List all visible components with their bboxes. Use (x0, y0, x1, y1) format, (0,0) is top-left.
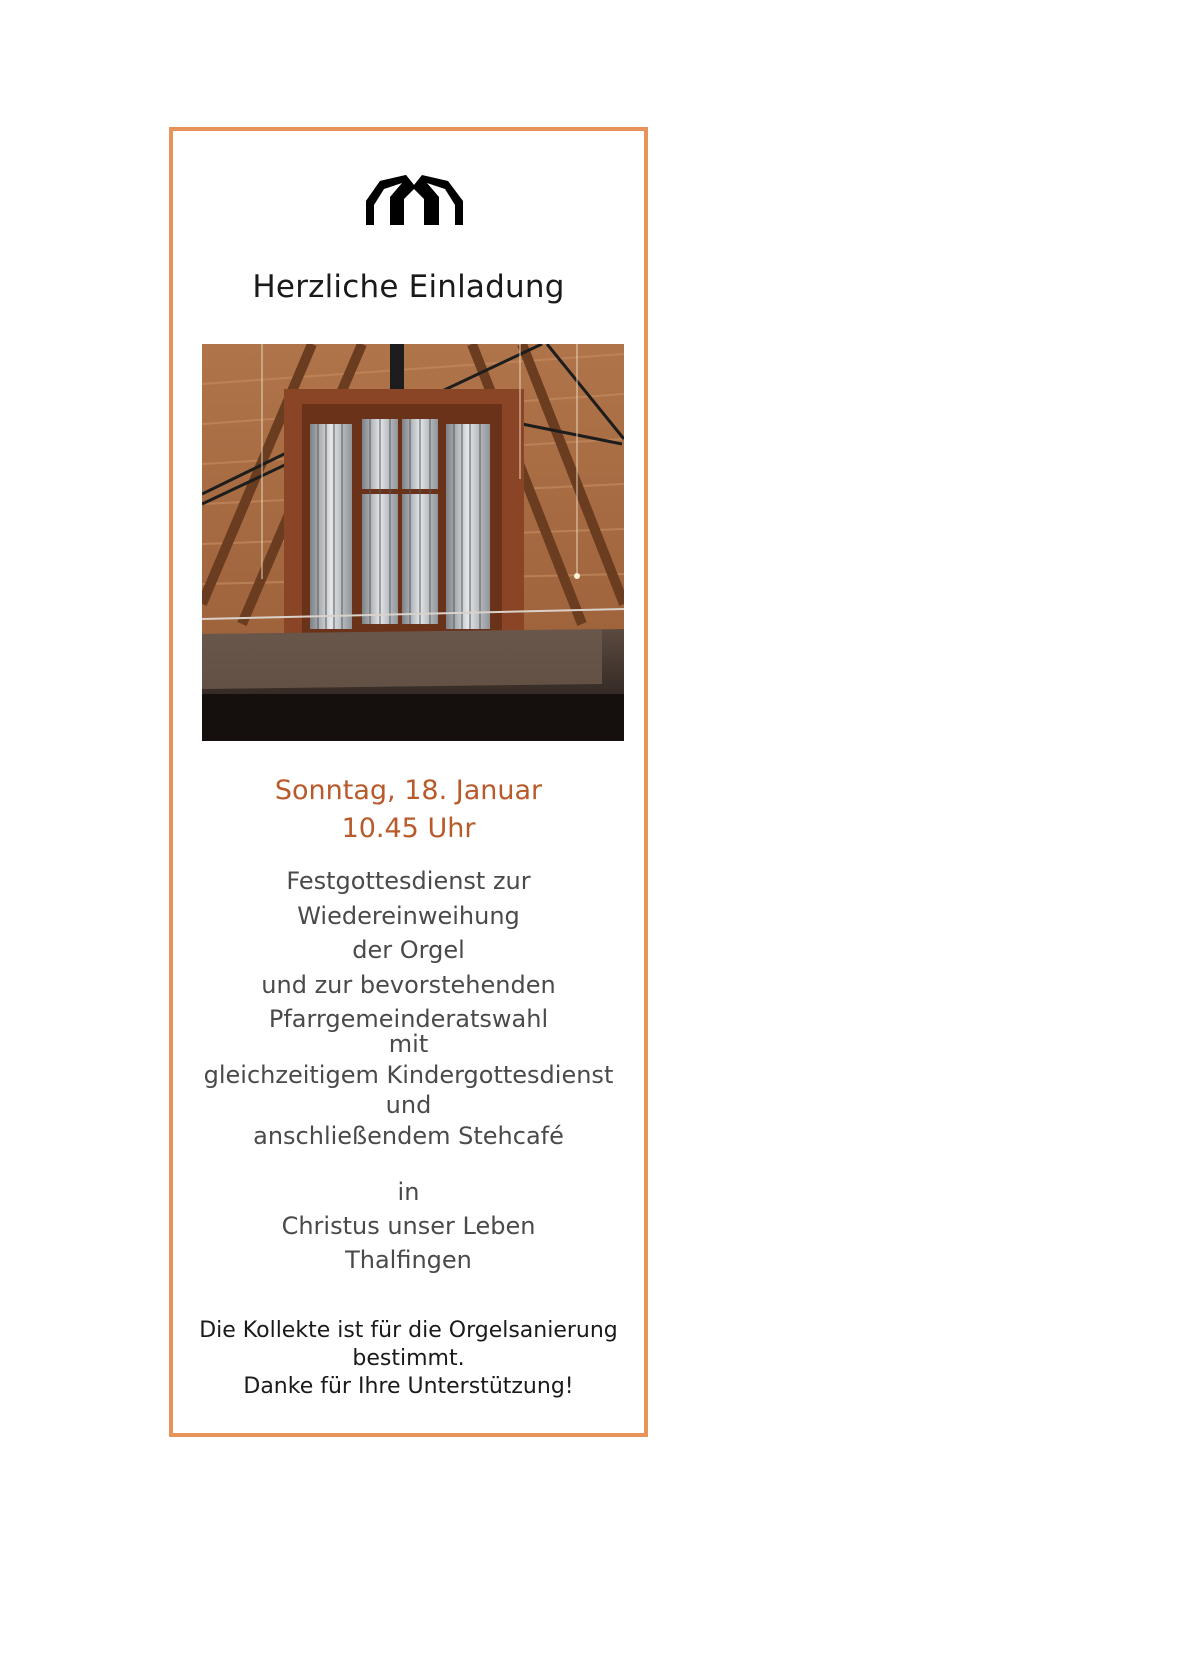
text-line: bestimmt. (352, 1346, 465, 1371)
text-line: mit (388, 1030, 429, 1058)
event-time: 10.45 Uhr (341, 813, 476, 844)
page-title: Herzliche Einladung (252, 269, 565, 305)
text-line: Die Kollekte ist für die Orgelsanierung (199, 1318, 618, 1343)
event-datetime (173, 772, 644, 848)
text-line: und zur bevorstehenden (261, 970, 556, 999)
church-organ-photo-icon (202, 344, 624, 741)
church-roof-logo-icon (366, 175, 463, 225)
event-date: Sonntag, 18. Januar (274, 775, 543, 806)
extras-description (173, 1029, 644, 1151)
invitation-card (169, 127, 648, 1437)
text-line: anschließendem Stehcafé (253, 1121, 564, 1150)
text-line: Christus unser Leben (281, 1212, 536, 1240)
text-line: Danke für Ihre Unterstützung! (243, 1374, 574, 1399)
text-line: gleichzeitigem Kindergottesdienst (203, 1060, 614, 1089)
text-line: und (385, 1091, 432, 1119)
text-line: Pfarrgemeinderatswahl (268, 1005, 549, 1033)
collection-note (173, 1317, 644, 1401)
service-description (173, 864, 644, 1037)
text-line: Thalfingen (345, 1246, 472, 1274)
location-description (173, 1175, 644, 1277)
text-line: der Orgel (352, 936, 465, 964)
text-line: Festgottesdienst zur Wiedereinweihung (286, 867, 531, 930)
text-line: in (397, 1178, 420, 1206)
